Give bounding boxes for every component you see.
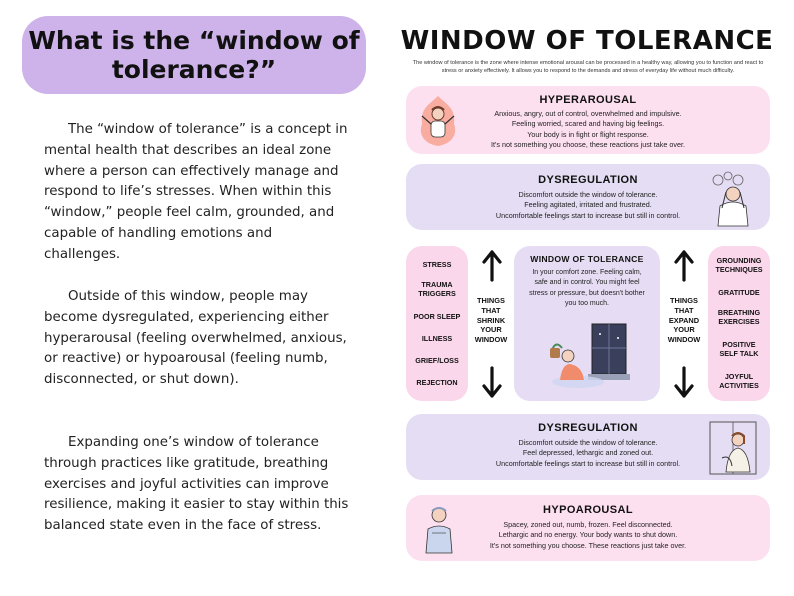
infographic-intro: The window of tolerance is the zone where intense emotional arousal can be processed in a healthy way, allowing you to function and react to stress or anxiety effectively. It allows you to respond to the demands and stress of everyday life without much difficulty. <box>412 60 764 74</box>
dysregulation-top-line: Uncomfortable feelings start to increase but still in control. <box>495 210 681 220</box>
angry-person-illustration <box>416 94 460 148</box>
hyperarousal-line: Your body is in fight or flight response. <box>527 129 649 139</box>
expand-item: GROUNDING TECHNIQUES <box>715 256 763 274</box>
dysregulation-bottom-title: DYSREGULATION <box>538 422 638 434</box>
expand-item: POSITIVE SELF TALK <box>719 340 759 358</box>
dysregulation-top-card <box>406 164 770 230</box>
arrow-down-icon <box>482 366 502 398</box>
sad-person-illustration <box>706 418 760 478</box>
frozen-person-illustration <box>422 503 456 555</box>
hyperarousal-line: Feeling worried, scared and having big feelings. <box>511 119 665 129</box>
left-panel <box>0 0 380 596</box>
hyperarousal-card <box>406 86 770 154</box>
arrow-up-icon <box>482 250 502 282</box>
window-title: WINDOW OF TOLERANCE <box>530 254 644 264</box>
expand-item: BREATHING EXERCISES <box>717 308 761 326</box>
dysregulation-bottom-line: Uncomfortable feelings start to increase but still in control. <box>495 458 681 468</box>
infographic-title: WINDOW OF TOLERANCE <box>400 26 774 56</box>
hyperarousal-line: Anxious, angry, out of control, overwhelmed and impulsive. <box>494 109 682 118</box>
dysregulation-bottom-card <box>406 414 770 480</box>
window-text: In your comfort zone. Feeling calm, safe and in control. You might feel stress or pressure, but doesn't bother you too much. <box>529 269 645 308</box>
infographic <box>394 0 794 596</box>
shrink-label: THINGS THAT SHRINK YOUR WINDOW <box>474 296 508 345</box>
arrow-up-icon <box>674 250 694 282</box>
hyperarousal-line: It's not something you choose, these reactions just take over. <box>491 140 685 150</box>
hypoarousal-title: HYPOAROUSAL <box>543 504 633 516</box>
dysregulation-top-line: Discomfort outside the window of tolerance. <box>518 190 658 199</box>
expand-column <box>708 246 770 401</box>
shrink-item: REJECTION <box>416 378 458 387</box>
shrink-item: POOR SLEEP <box>413 312 461 321</box>
shrink-column <box>406 246 468 401</box>
shrink-item: TRAUMA TRIGGERS <box>418 280 456 298</box>
expand-item: JOYFUL ACTIVITIES <box>719 372 759 390</box>
dysregulation-top-title: DYSREGULATION <box>538 174 638 186</box>
shrink-item: GRIEF/LOSS <box>415 356 459 365</box>
dysregulation-top-line: Feeling agitated, irritated and frustrated. <box>524 200 652 210</box>
calm-person-window-illustration <box>548 320 630 396</box>
stressed-person-illustration <box>706 170 760 228</box>
hypoarousal-line: Lethargic and no energy. Your body wants to shut down. <box>498 530 678 540</box>
expand-label: THINGS THAT EXPAND YOUR WINDOW <box>667 296 701 345</box>
arrow-down-icon <box>674 366 694 398</box>
hypoarousal-text <box>406 520 770 551</box>
expand-item: GRATITUDE <box>718 288 760 297</box>
hypoarousal-line: It's not something you choose. These reactions just take over. <box>489 540 687 550</box>
hyperarousal-title: HYPERAROUSAL <box>539 94 637 106</box>
dysregulation-bottom-line: Discomfort outside the window of tolerance. <box>518 438 658 447</box>
paragraph-dysregulation: Outside of this window, people may become dysregulated, experiencing either hyperarousal (feeling overwhelmed, anxious, or reactive) or hypoarousal (feeling numb, disconnected, or shut down). <box>44 289 347 388</box>
hypoarousal-card <box>406 495 770 561</box>
shrink-item: ILLNESS <box>421 334 453 343</box>
window-card <box>514 246 660 401</box>
left-title-box <box>22 16 366 94</box>
shrink-item: STRESS <box>422 260 452 269</box>
paragraph-expanding: Expanding one’s window of tolerance through practices like gratitude, breathing exercises and joyful activities can improve resilience, making it easier to stay within this balanced state even in the face of stress. <box>44 435 349 534</box>
left-title: What is the “window of tolerance?” <box>28 26 360 84</box>
hyperarousal-text <box>406 109 770 151</box>
paragraph-intro: The “window of tolerance” is a concept in mental health that describes an ideal zone where a person can effectively manage and respond to life’s stresses. When within this “window,” people feel calm, grounded, and capable of handling emotions and challenges. <box>44 122 348 262</box>
hypoarousal-line: Spacey, zoned out, numb, frozen. Feel disconnected. <box>503 520 673 529</box>
dysregulation-bottom-line: Feel depressed, lethargic and zoned out. <box>522 448 654 458</box>
